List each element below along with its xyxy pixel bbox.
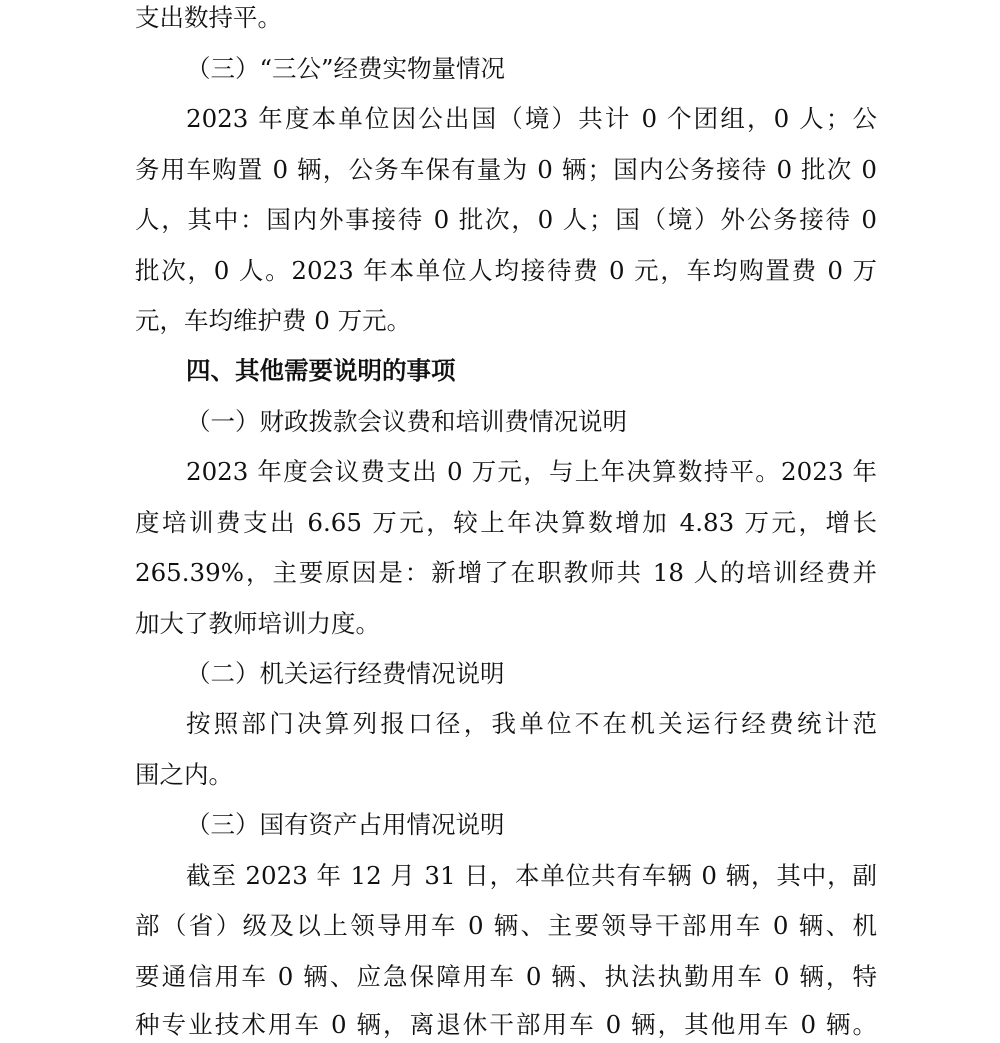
paragraph-line: 截至 2023 年 12 月 31 日，本单位共有车辆 0 辆，其中，副	[186, 861, 877, 890]
paragraph-line: 围之内。	[135, 760, 233, 789]
paragraph-line: 2023 年度本单位因公出国（境）共计 0 个团组，0 人；公	[186, 104, 877, 133]
paragraph-line: 支出数持平。	[135, 3, 282, 32]
subsection-heading: （三）国有资产占用情况说明	[186, 810, 505, 839]
paragraph-line: 2023 年度会议费支出 0 万元，与上年决算数持平。2023 年	[186, 457, 877, 486]
paragraph-line: 度培训费支出 6.65 万元，较上年决算数增加 4.83 万元，增长	[135, 508, 877, 537]
subsection-heading: （三）“三公”经费实物量情况	[186, 54, 506, 83]
paragraph-line: 按照部门决算列报口径，我单位不在机关运行经费统计范	[186, 709, 877, 738]
paragraph-line: 加大了教师培训力度。	[135, 609, 380, 638]
paragraph-line: 种专业技术用车 0 辆，离退休干部用车 0 辆，其他用车 0 辆。	[135, 1010, 877, 1039]
paragraph-line: 务用车购置 0 辆，公务车保有量为 0 辆；国内公务接待 0 批次 0	[135, 155, 877, 184]
subsection-heading: （一）财政拨款会议费和培训费情况说明	[186, 407, 627, 436]
paragraph-line: 265.39%，主要原因是：新增了在职教师共 18 人的培训经费并	[135, 558, 877, 587]
paragraph-line: 批次，0 人。2023 年本单位人均接待费 0 元，车均购置费 0 万	[135, 256, 877, 285]
paragraph-line: 要通信用车 0 辆、应急保障用车 0 辆、执法执勤用车 0 辆，特	[135, 962, 877, 991]
subsection-heading: （二）机关运行经费情况说明	[186, 659, 505, 688]
section-heading: 四、其他需要说明的事项	[186, 356, 456, 385]
paragraph-line: 人，其中：国内外事接待 0 批次，0 人；国（境）外公务接待 0	[135, 205, 877, 234]
paragraph-line: 部（省）级及以上领导用车 0 辆、主要领导干部用车 0 辆、机	[135, 911, 877, 940]
paragraph-line: 元，车均维护费 0 万元。	[135, 306, 412, 335]
